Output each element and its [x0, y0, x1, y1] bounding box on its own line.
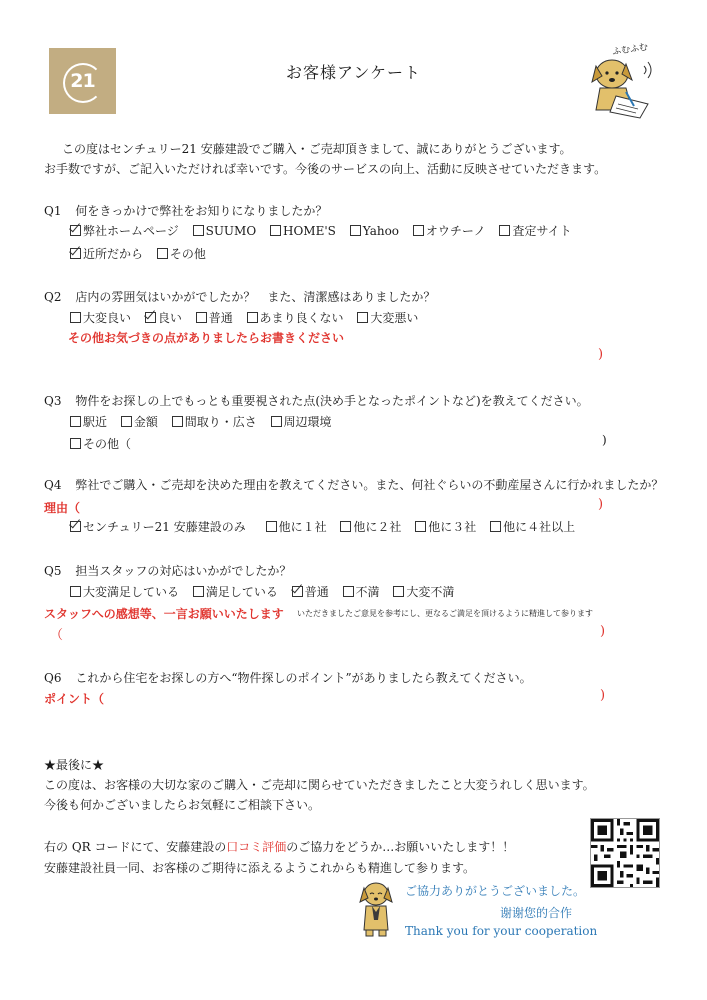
question-6: [44, 669, 532, 686]
question-3: [44, 392, 589, 409]
closing-heading: ★最後に★: [44, 758, 105, 772]
q5-option[interactable]: 普通: [292, 585, 329, 599]
closing-qr-line: 右の QR コードにて、安藤建設の口コミ評価のご協力をどうか…お願いいたします！！: [44, 840, 515, 854]
q1-option[interactable]: 近所だから: [70, 247, 143, 261]
checkbox-icon[interactable]: [121, 416, 132, 427]
q2-options: [70, 309, 428, 326]
checkbox-checked-icon[interactable]: [292, 586, 303, 597]
thanks-en: Thank you for your cooperation: [405, 924, 598, 938]
q5-option[interactable]: 大変不満: [393, 585, 454, 599]
q3-text: 物件をお探しの上でもっとも重要視された点(決め手となったポイントなど)を教えてください。: [75, 394, 589, 408]
qr-code-icon: [591, 819, 659, 887]
checkbox-icon[interactable]: [350, 225, 361, 236]
checkbox-icon[interactable]: [70, 312, 81, 323]
intro-line-1: この度はセンチュリー21 安藤建設でご購入・ご売却頂きまして、誠にありがとうございます。: [62, 142, 572, 156]
checkbox-icon[interactable]: [70, 586, 81, 597]
q3-option[interactable]: 周辺環境: [271, 415, 332, 429]
checkbox-icon[interactable]: [271, 416, 282, 427]
checkbox-icon[interactable]: [172, 416, 183, 427]
checkbox-icon[interactable]: [157, 248, 168, 259]
checkbox-checked-icon[interactable]: [70, 225, 81, 236]
checkbox-icon[interactable]: [70, 438, 81, 449]
dog-mascot-icon: [582, 48, 662, 128]
checkbox-icon[interactable]: [196, 312, 207, 323]
q1-option[interactable]: Yahoo: [350, 224, 399, 238]
q3-option[interactable]: 間取り・広さ: [172, 415, 257, 429]
checkbox-icon[interactable]: [343, 586, 354, 597]
thanks-jp: ご協力ありがとうございました。: [405, 884, 586, 898]
checkbox-icon[interactable]: [266, 521, 277, 532]
checkbox-icon[interactable]: [340, 521, 351, 532]
q1-option[interactable]: HOME'S: [270, 224, 336, 238]
question-4: [44, 476, 663, 493]
q5-text: 担当スタッフの対応はいかがでしたか？: [75, 564, 292, 578]
q4-option[interactable]: 他に４社以上: [490, 520, 575, 534]
q3-options: [70, 413, 342, 430]
q3-label: Q3: [44, 394, 62, 408]
checkbox-icon[interactable]: [413, 225, 424, 236]
q5-option[interactable]: 大変満足している: [70, 585, 179, 599]
q6-paren-close: ): [600, 688, 606, 703]
q3-option[interactable]: 駅近: [70, 415, 107, 429]
qr-highlight: 口コミ評価: [226, 840, 287, 854]
q5-paren-close: ): [600, 624, 606, 639]
q3-option[interactable]: 金額: [121, 415, 158, 429]
q3-other[interactable]: その他（: [70, 435, 131, 452]
checkbox-checked-icon[interactable]: [145, 312, 156, 323]
q5-note: スタッフへの感想等、一言お願いいたします: [44, 607, 284, 621]
q1-options-row-1: [70, 222, 582, 239]
checkbox-checked-icon[interactable]: [70, 248, 81, 259]
dog-mascot-bowing-icon: [354, 880, 398, 938]
qr-code[interactable]: [590, 818, 660, 888]
q4-option[interactable]: センチュリー21 安藤建設のみ: [70, 520, 246, 534]
q1-options-row-2: [70, 245, 216, 262]
question-5: [44, 562, 291, 579]
q6-point-label: ポイント（: [44, 692, 105, 706]
q2-option[interactable]: 良い: [145, 311, 182, 325]
q5-label: Q5: [44, 564, 62, 578]
logo-text: 21: [70, 70, 95, 92]
q2-option[interactable]: 普通: [196, 311, 233, 325]
q6-label: Q6: [44, 671, 62, 685]
q1-text: 何をきっかけで弊社をお知りになりましたか？: [75, 204, 328, 218]
q5-option[interactable]: 不満: [343, 585, 380, 599]
q2-note: その他お気づきの点がありましたらお書きください: [68, 331, 345, 345]
q1-option[interactable]: 査定サイト: [499, 224, 571, 238]
q4-option[interactable]: 他に１社: [266, 520, 327, 534]
checkbox-checked-icon[interactable]: [70, 521, 81, 532]
question-2: [44, 288, 435, 305]
checkbox-icon[interactable]: [193, 586, 204, 597]
q5-paren-open: （: [50, 628, 64, 643]
checkbox-icon[interactable]: [247, 312, 258, 323]
q2-option[interactable]: 大変悪い: [357, 311, 418, 325]
q1-option[interactable]: オウチーノ: [413, 224, 486, 238]
checkbox-icon[interactable]: [499, 225, 510, 236]
q1-label: Q1: [44, 204, 62, 218]
checkbox-icon[interactable]: [490, 521, 501, 532]
checkbox-icon[interactable]: [70, 416, 81, 427]
thanks-cn: 谢谢您的合作: [500, 906, 573, 920]
q3-paren-close: ): [602, 433, 607, 447]
q6-text: これから住宅をお探しの方へ“物件探しのポイント”がありましたら教えてください。: [75, 671, 532, 685]
q4-label: Q4: [44, 478, 62, 492]
question-1: [44, 202, 684, 219]
q1-option[interactable]: その他: [157, 247, 206, 261]
closing-line-1: この度は、お客様の大切な家のご購入・ご売却に関らせていただきましたこと大変うれしく思います。: [44, 778, 595, 792]
q4-options: [70, 518, 585, 535]
q5-note-small: いただきましたご意見を参考にし、更なるご満足を頂けるように精進して参ります: [297, 609, 593, 618]
q4-text: 弊社でご購入・ご売却を決めた理由を教えてください。また、何社ぐらいの不動産屋さんに行かれましたか？: [75, 478, 664, 492]
checkbox-icon[interactable]: [193, 225, 204, 236]
q4-paren-close: ): [598, 497, 604, 512]
q2-text: 店内の雰囲気はいかがでしたか？ また、清潔感はありましたか？: [75, 290, 436, 304]
q1-option[interactable]: 弊社ホームページ: [70, 224, 179, 238]
checkbox-icon[interactable]: [415, 521, 426, 532]
q5-option[interactable]: 満足している: [193, 585, 278, 599]
q2-paren-close: ): [598, 347, 604, 362]
closing-line-2: 今後も何かございましたらお気軽にご相談下さい。: [44, 798, 321, 812]
mascot-caption: ふむふむ: [611, 42, 649, 58]
q4-reason-label: 理由（: [44, 501, 81, 515]
q4-option[interactable]: 他に３社: [415, 520, 476, 534]
checkbox-icon[interactable]: [357, 312, 368, 323]
q1-option[interactable]: SUUMO: [193, 224, 257, 238]
q4-option[interactable]: 他に２社: [340, 520, 401, 534]
checkbox-icon[interactable]: [270, 225, 281, 236]
q2-option[interactable]: あまり良くない: [247, 311, 344, 325]
intro-line-2: お手数ですが、ご記入いただければ幸いです。今後のサービスの向上、活動に反映させていただきます。: [44, 162, 607, 176]
checkbox-icon[interactable]: [393, 586, 404, 597]
q5-options: [70, 583, 464, 600]
q2-option[interactable]: 大変良い: [70, 311, 131, 325]
q2-label: Q2: [44, 290, 62, 304]
page-title: お客様アンケート: [285, 63, 422, 82]
closing-line-4: 安藤建設社員一同、お客様のご期待に添えるようこれからも精進して参ります。: [44, 861, 476, 875]
